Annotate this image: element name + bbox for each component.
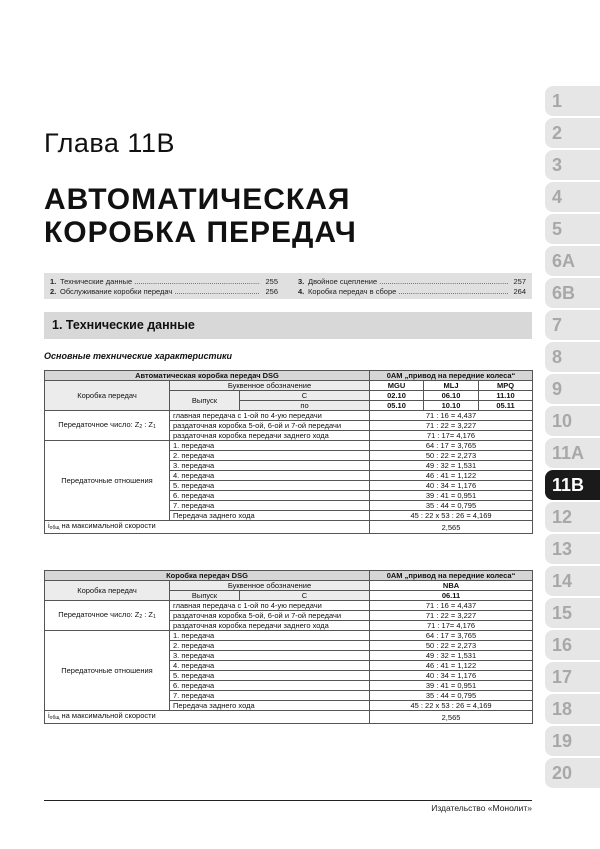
gear-value: 45 : 22 x 53 : 26 = 4,169 xyxy=(370,511,533,521)
toc-page: 256 xyxy=(265,287,278,296)
designation-label: Буквенное обозначение xyxy=(170,581,370,591)
gear-name: 3. передача xyxy=(170,651,370,661)
page-title xyxy=(44,183,357,249)
release-label: Выпуск xyxy=(170,591,240,601)
itotal-value: 2,565 xyxy=(370,711,533,724)
chapter-tab[interactable]: 12 xyxy=(545,502,600,532)
toc-text: Обслуживание коробки передач xyxy=(60,287,173,296)
toc-num: 3. xyxy=(298,277,305,286)
ratio-value: 71 : 22 = 3,227 xyxy=(370,611,533,621)
gear-name: 2. передача xyxy=(170,451,370,461)
chapter-tab[interactable]: 4 xyxy=(545,182,600,212)
chapter-tab[interactable]: 11А xyxy=(545,438,600,468)
toc-text: Коробка передач в сборе xyxy=(308,287,397,296)
table-drive-type: 0AM „привод на передние колеса“ xyxy=(370,571,533,581)
chapter-tab[interactable]: 6В xyxy=(545,278,600,308)
from-label: С xyxy=(240,591,370,601)
gear-name: 5. передача xyxy=(170,671,370,681)
toc-leader xyxy=(379,277,508,287)
ratio-value: 71 : 16 = 4,437 xyxy=(370,601,533,611)
gear-name: 4. передача xyxy=(170,661,370,671)
toc-text: Двойное сцепление xyxy=(308,277,378,286)
title-line-1: АВТОМАТИЧЕСКАЯ xyxy=(44,183,351,216)
chapter-tab-active[interactable]: 11В xyxy=(545,470,600,500)
gear-value: 49 : 32 = 1,531 xyxy=(370,461,533,471)
ratio-label: Передаточное число: $Z_2$ : $Z_1$ xyxy=(45,411,170,441)
gear-value: 49 : 32 = 1,531 xyxy=(370,651,533,661)
ratio-name: раздаточная коробка 5-ой, 6-ой и 7-ой передачи xyxy=(170,611,370,621)
section-title: 1. Технические данные xyxy=(52,318,195,332)
date-cell: 05.11 xyxy=(479,401,533,411)
chapter-tab[interactable]: 8 xyxy=(545,342,600,372)
toc-num: 1. xyxy=(50,277,57,286)
gear-name: 3. передача xyxy=(170,461,370,471)
title-line-2: КОРОБКА ПЕРЕДАЧ xyxy=(44,216,357,249)
section-header xyxy=(44,312,532,339)
code-cell: MGU xyxy=(370,381,424,391)
chapter-tab[interactable]: 5 xyxy=(545,214,600,244)
chapter-tab[interactable]: 1 xyxy=(545,86,600,116)
gear-value: 50 : 22 = 2,273 xyxy=(370,641,533,651)
gear-name: 1. передача xyxy=(170,441,370,451)
gear-value: 35 : 44 = 0,795 xyxy=(370,501,533,511)
code-cell: NBA xyxy=(370,581,533,591)
chapter-tab[interactable]: 3 xyxy=(545,150,600,180)
subheading: Основные технические характеристики xyxy=(44,351,233,361)
gear-value: 64 : 17 = 3,765 xyxy=(370,631,533,641)
gear-value: 50 : 22 = 2,273 xyxy=(370,451,533,461)
itotal-label: $i_{общ}$ на максимальной скорости xyxy=(45,711,370,724)
gear-value: 46 : 41 = 1,122 xyxy=(370,471,533,481)
chapter-tab[interactable]: 6А xyxy=(545,246,600,276)
chapter-tab[interactable]: 14 xyxy=(545,566,600,596)
table-of-contents xyxy=(44,273,532,299)
gear-name: 5. передача xyxy=(170,481,370,491)
gear-name: Передача заднего хода xyxy=(170,701,370,711)
spec-table-dsg-2 xyxy=(44,570,533,724)
ratio-value: 71 : 17= 4,176 xyxy=(370,621,533,631)
ratio-name: раздаточная коробка 5-ой, 6-ой и 7-ой передачи xyxy=(170,421,370,431)
publisher-credit: Издательство «Монолит» xyxy=(431,803,532,813)
gear-name: 7. передача xyxy=(170,501,370,511)
date-cell: 06.11 xyxy=(370,591,533,601)
gear-name: 6. передача xyxy=(170,491,370,501)
gear-value: 40 : 34 = 1,176 xyxy=(370,481,533,491)
footer-divider xyxy=(44,800,532,801)
chapter-tab[interactable]: 9 xyxy=(545,374,600,404)
ratio-label: Передаточное число: $Z_2$ : $Z_1$ xyxy=(45,601,170,631)
itotal-value: 2,565 xyxy=(370,521,533,534)
from-label: С xyxy=(240,391,370,401)
code-cell: MPQ xyxy=(479,381,533,391)
to-label: по xyxy=(240,401,370,411)
code-cell: MLJ xyxy=(424,381,479,391)
toc-page: 264 xyxy=(513,287,526,296)
table-drive-type: 0AM „привод на передние колеса“ xyxy=(370,371,533,381)
chapter-tab[interactable]: 18 xyxy=(545,694,600,724)
date-cell: 05.10 xyxy=(370,401,424,411)
table-header-row xyxy=(45,571,533,581)
date-cell: 10.10 xyxy=(424,401,479,411)
chapter-tab[interactable]: 10 xyxy=(545,406,600,436)
chapter-tab[interactable]: 15 xyxy=(545,598,600,628)
gear-value: 39 : 41 = 0,951 xyxy=(370,681,533,691)
toc-num: 2. xyxy=(50,287,57,296)
chapter-tab[interactable]: 13 xyxy=(545,534,600,564)
table-header-row xyxy=(45,371,533,381)
gear-value: 45 : 22 x 53 : 26 = 4,169 xyxy=(370,701,533,711)
ratio-name: раздаточная коробка передачи заднего хода xyxy=(170,431,370,441)
gear-name: Передача заднего хода xyxy=(170,511,370,521)
chapter-label: Глава 11В xyxy=(44,128,175,158)
ratio-value: 71 : 22 = 3,227 xyxy=(370,421,533,431)
chapter-tab[interactable]: 7 xyxy=(545,310,600,340)
chapter-tab[interactable]: 16 xyxy=(545,630,600,660)
gear-ratio-label: Передаточные отношения xyxy=(45,441,170,521)
chapter-tab[interactable]: 19 xyxy=(545,726,600,756)
toc-item[interactable] xyxy=(298,277,526,287)
toc-num: 4. xyxy=(298,287,305,296)
toc-item[interactable] xyxy=(50,277,278,287)
ratio-value: 71 : 16 = 4,437 xyxy=(370,411,533,421)
toc-leader xyxy=(398,287,508,297)
toc-page: 255 xyxy=(265,277,278,286)
ratio-value: 71 : 17= 4,176 xyxy=(370,431,533,441)
ratio-name: главная передача с 1-ой по 4-ую передачи xyxy=(170,411,370,421)
date-cell: 06.10 xyxy=(424,391,479,401)
toc-text: Технические данные xyxy=(60,277,133,286)
gear-name: 4. передача xyxy=(170,471,370,481)
gear-ratio-label: Передаточные отношения xyxy=(45,631,170,711)
gear-value: 35 : 44 = 0,795 xyxy=(370,691,533,701)
chapter-tab[interactable]: 2 xyxy=(545,118,600,148)
itotal-label: $i_{общ}$ на максимальной скорости xyxy=(45,521,370,534)
gear-name: 6. передача xyxy=(170,681,370,691)
chapter-tab[interactable]: 20 xyxy=(545,758,600,788)
gear-value: 39 : 41 = 0,951 xyxy=(370,491,533,501)
gear-value: 64 : 17 = 3,765 xyxy=(370,441,533,451)
gear-name: 7. передача xyxy=(170,691,370,701)
toc-leader xyxy=(174,287,260,297)
table-title: Автоматическая коробка передач DSG xyxy=(45,371,370,381)
chapter-tab[interactable]: 17 xyxy=(545,662,600,692)
gear-value: 46 : 41 = 1,122 xyxy=(370,661,533,671)
designation-label: Буквенное обозначение xyxy=(170,381,370,391)
release-label: Выпуск xyxy=(170,391,240,411)
date-cell: 02.10 xyxy=(370,391,424,401)
table-title: Коробка передач DSG xyxy=(45,571,370,581)
gearbox-label: Коробка передач xyxy=(45,381,170,411)
ratio-name: раздаточная коробка передачи заднего хода xyxy=(170,621,370,631)
toc-item[interactable] xyxy=(50,287,278,297)
date-cell: 11.10 xyxy=(479,391,533,401)
toc-page: 257 xyxy=(513,277,526,286)
gear-value: 40 : 34 = 1,176 xyxy=(370,671,533,681)
gearbox-label: Коробка передач xyxy=(45,581,170,601)
gear-name: 1. передача xyxy=(170,631,370,641)
toc-leader xyxy=(134,277,260,287)
spec-table-dsg-1 xyxy=(44,370,533,534)
gear-name: 2. передача xyxy=(170,641,370,651)
toc-item[interactable] xyxy=(298,287,526,297)
ratio-name: главная передача с 1-ой по 4-ую передачи xyxy=(170,601,370,611)
